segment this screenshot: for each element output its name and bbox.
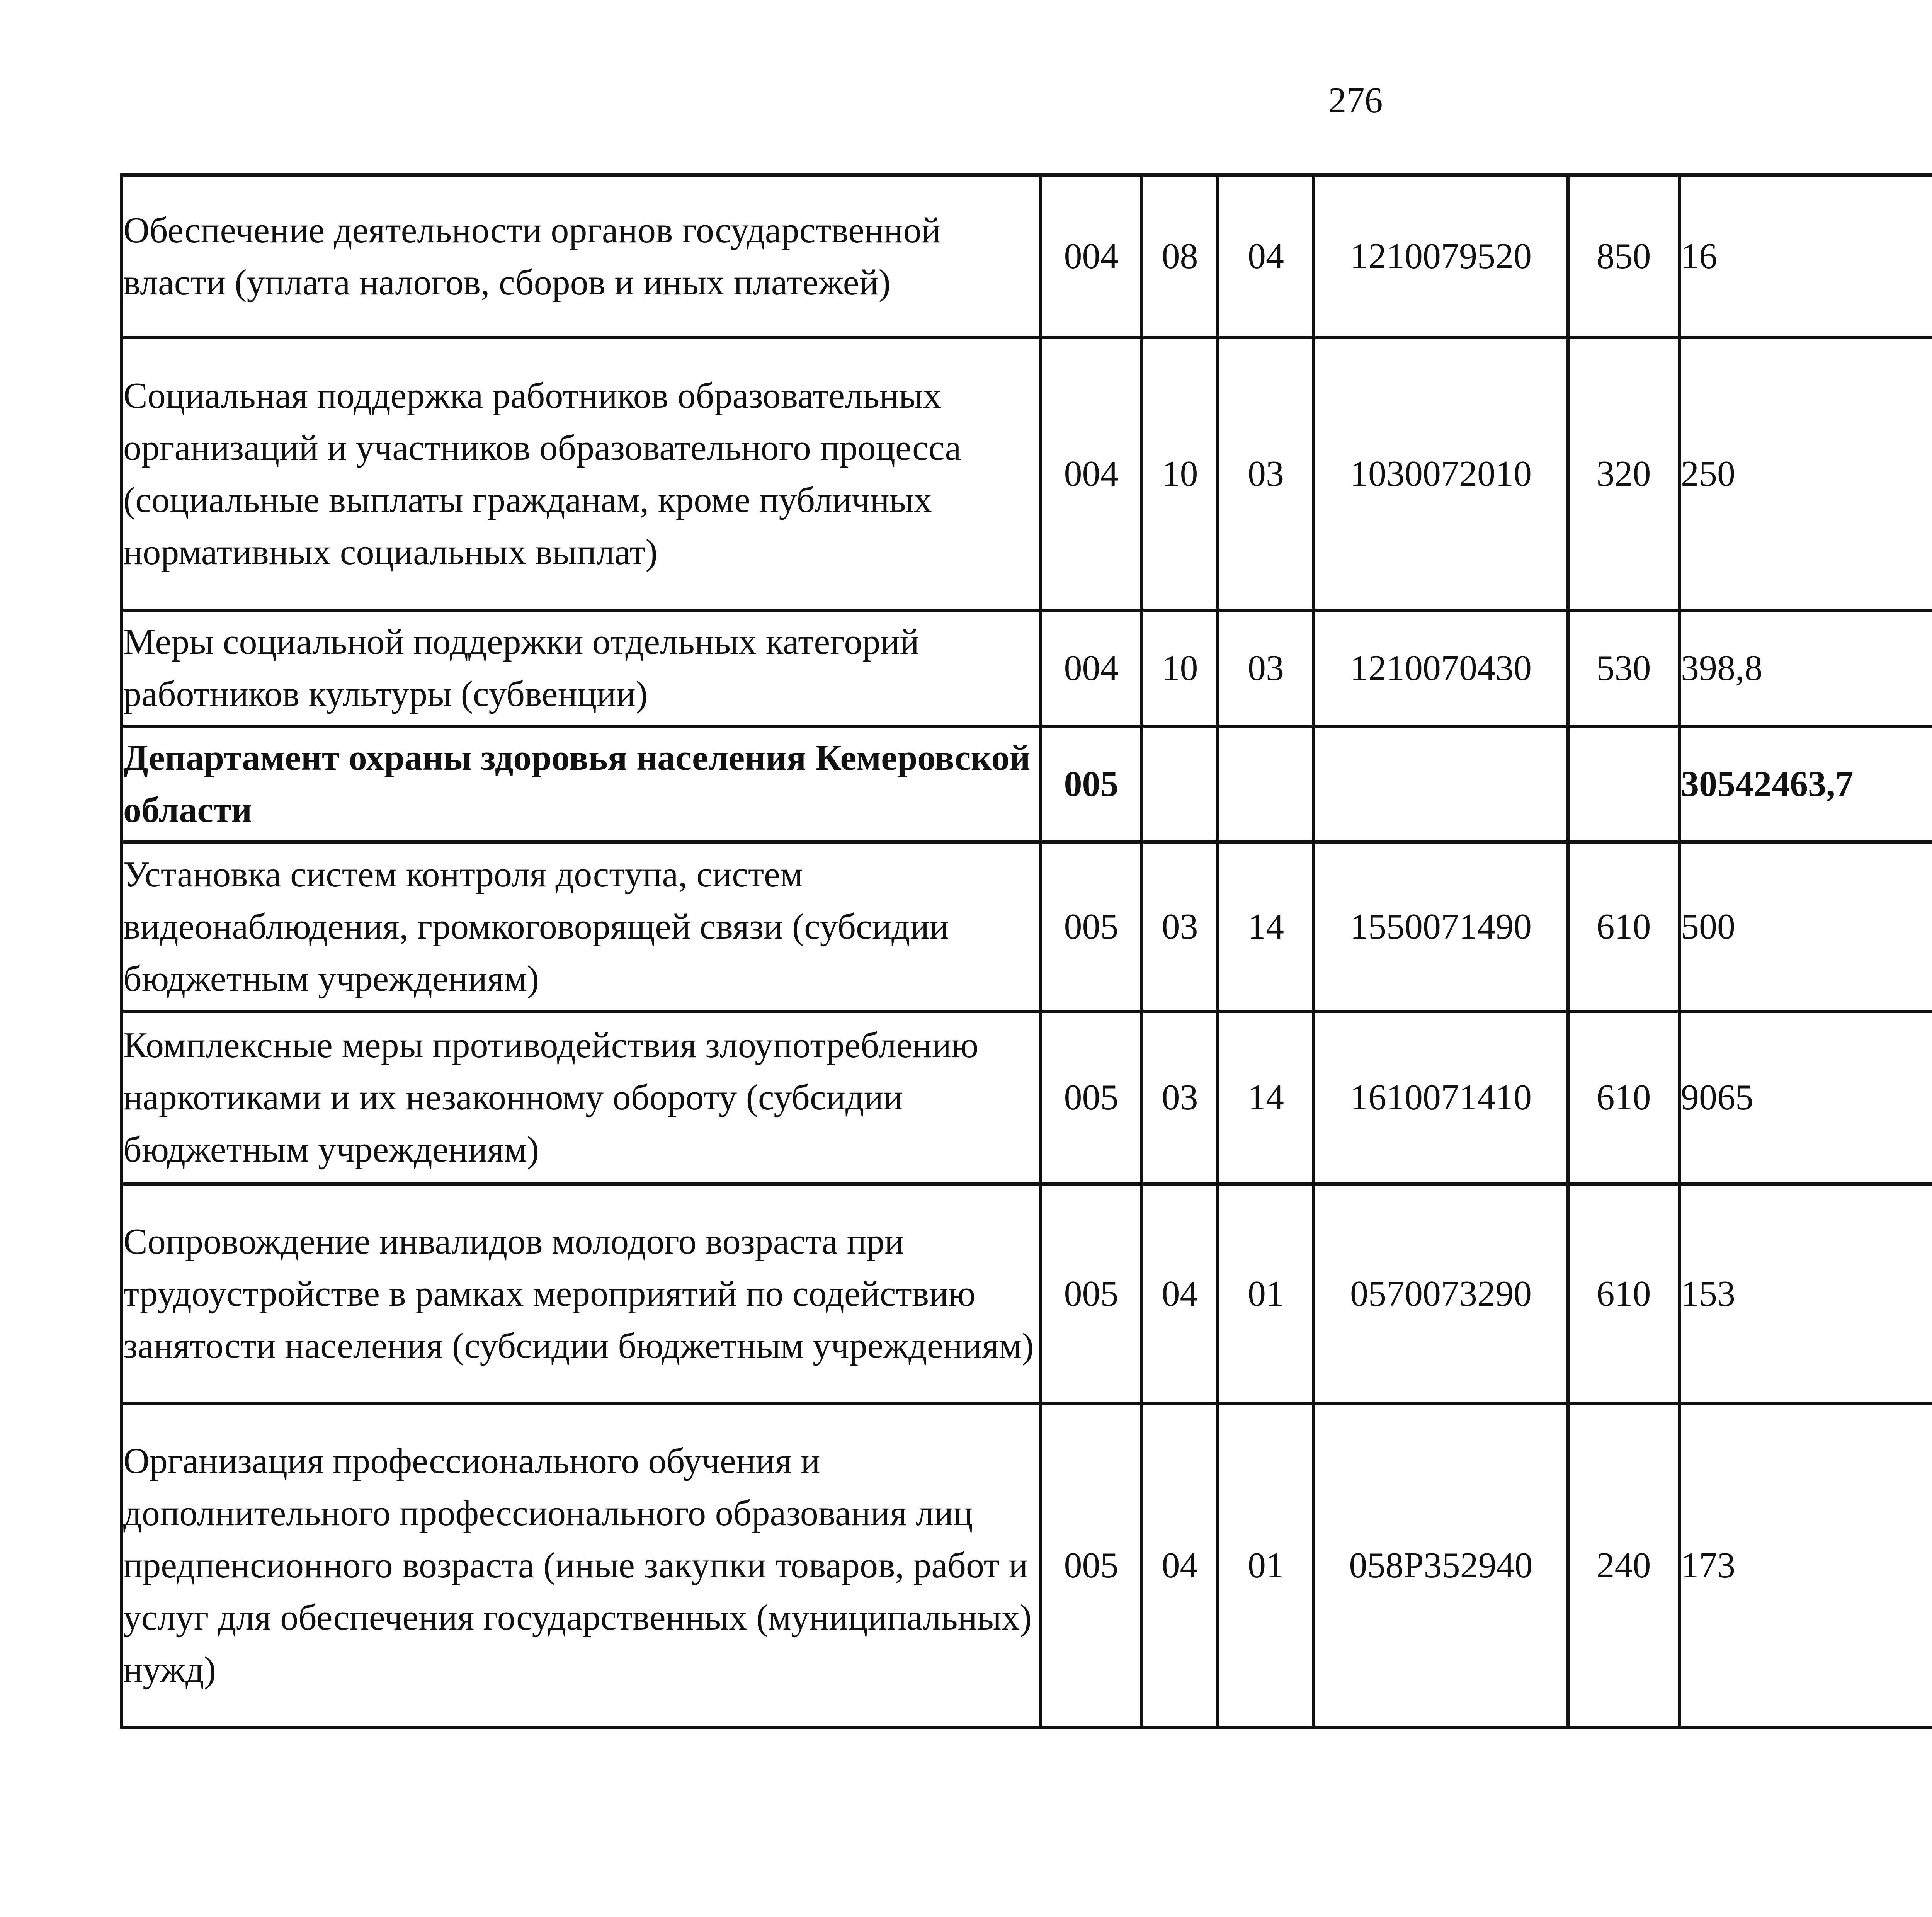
amount-year-1: 9065 xyxy=(1679,1011,1932,1184)
section-code: 03 xyxy=(1142,1011,1218,1184)
row-description: Меры социальной поддержки отдельных категорий работников культуры (субвенции) xyxy=(122,610,1041,726)
expense-type-code: 610 xyxy=(1568,1011,1679,1184)
ministry-code: 005 xyxy=(1041,726,1142,842)
expense-type-code: 320 xyxy=(1568,338,1679,610)
table-row xyxy=(122,842,1932,1011)
ministry-code: 004 xyxy=(1041,610,1142,726)
subsection-code: 14 xyxy=(1218,842,1314,1011)
row-description: Организация профессионального обучения и дополнительного профессионального образования лиц предпенсионного возраста (иные закупки товаров, работ и услуг для обеспечения государственных (муниципальных) нужд) xyxy=(122,1403,1041,1727)
department-name: Департамент охраны здоровья населения Кемеровской области xyxy=(122,726,1041,842)
amount-year-1: 30542463,7 xyxy=(1679,726,1932,842)
target-item-code: 0570073290 xyxy=(1314,1184,1568,1403)
subsection-code: 14 xyxy=(1218,1011,1314,1184)
row-description: Комплексные меры противодействия злоупотреблению наркотиками и их незаконному обороту (субсидии бюджетным учреждениям) xyxy=(122,1011,1041,1184)
table-row xyxy=(122,175,1932,338)
target-item-code: 1550071490 xyxy=(1314,842,1568,1011)
subsection-code: 03 xyxy=(1218,338,1314,610)
target-item-code: 058P352940 xyxy=(1314,1403,1568,1727)
target-item-code: 1030072010 xyxy=(1314,338,1568,610)
expense-type-code: 530 xyxy=(1568,610,1679,726)
subsection-code: 04 xyxy=(1218,175,1314,338)
table-row xyxy=(122,1184,1932,1403)
subsection-code: 01 xyxy=(1218,1184,1314,1403)
section-code: 08 xyxy=(1142,175,1218,338)
amount-year-1: 500 xyxy=(1679,842,1932,1011)
table-row xyxy=(122,338,1932,610)
ministry-code: 004 xyxy=(1041,175,1142,338)
table-row xyxy=(122,1011,1932,1184)
expense-type-code xyxy=(1568,726,1679,842)
subsection-code: 01 xyxy=(1218,1403,1314,1727)
amount-year-1: 173 xyxy=(1679,1403,1932,1727)
row-description: Обеспечение деятельности органов государственной власти (уплата налогов, сборов и иных платежей) xyxy=(122,175,1041,338)
ministry-code: 005 xyxy=(1041,1011,1142,1184)
table-row xyxy=(122,610,1932,726)
row-description: Социальная поддержка работников образовательных организаций и участников образовательного процесса (социальные выплаты гражданам, кроме публичных нормативных социальных выплат) xyxy=(122,338,1041,610)
row-description: Установка систем контроля доступа, систем видеонаблюдения, громкоговорящей связи (субсидии бюджетным учреждениям) xyxy=(122,842,1041,1011)
ministry-code: 005 xyxy=(1041,1184,1142,1403)
section-code: 04 xyxy=(1142,1403,1218,1727)
expense-type-code: 240 xyxy=(1568,1403,1679,1727)
section-code: 10 xyxy=(1142,610,1218,726)
target-item-code: 1210079520 xyxy=(1314,175,1568,338)
amount-year-1: 398,8 xyxy=(1679,610,1932,726)
section-code: 03 xyxy=(1142,842,1218,1011)
ministry-code: 005 xyxy=(1041,1403,1142,1727)
subsection-code xyxy=(1218,726,1314,842)
budget-table xyxy=(120,173,1932,1729)
table-row-department xyxy=(122,726,1932,842)
ministry-code: 005 xyxy=(1041,842,1142,1011)
amount-year-1: 153 xyxy=(1679,1184,1932,1403)
expense-type-code: 610 xyxy=(1568,1184,1679,1403)
ministry-code: 004 xyxy=(1041,338,1142,610)
subsection-code: 03 xyxy=(1218,610,1314,726)
target-item-code xyxy=(1314,726,1568,842)
amount-year-1: 16 xyxy=(1679,175,1932,338)
amount-year-1: 250 xyxy=(1679,338,1932,610)
section-code: 04 xyxy=(1142,1184,1218,1403)
expense-type-code: 610 xyxy=(1568,842,1679,1011)
section-code: 10 xyxy=(1142,338,1218,610)
table-row xyxy=(122,1403,1932,1727)
section-code xyxy=(1142,726,1218,842)
row-description: Сопровождение инвалидов молодого возраста при трудоустройстве в рамках мероприятий по содействию занятости населения (субсидии бюджетным учреждениям) xyxy=(122,1184,1041,1403)
page-number: 276 xyxy=(1328,80,1383,121)
expense-type-code: 850 xyxy=(1568,175,1679,338)
target-item-code: 1610071410 xyxy=(1314,1011,1568,1184)
target-item-code: 1210070430 xyxy=(1314,610,1568,726)
